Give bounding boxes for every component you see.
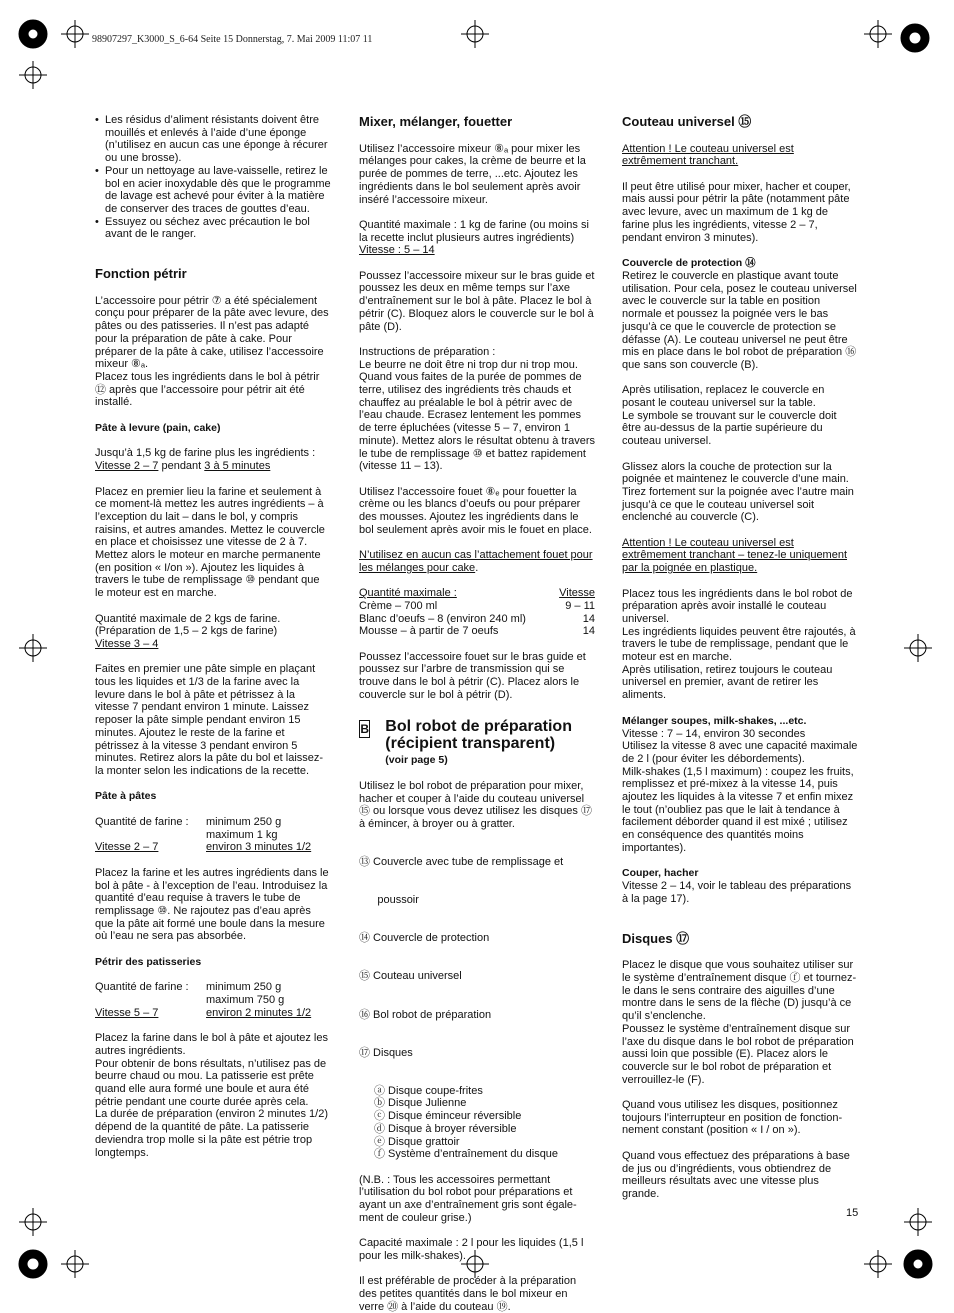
subheading: Couper, hacher [622,867,699,880]
section-heading: Couteau universel ⑮ [622,114,752,129]
list-item: • Pour un nettoyage au lave-vaisselle, retirez le bol en acier inoxydable dès que le programme de lavage est achevé pour éviter à la matière de conserver des traces de gouttes d’eau. [105,165,331,216]
list-item: ⓐ Disque coupe-frites [374,1084,483,1097]
paragraph: Le beurre ne doit être ni trop dur ni trop mou. Quand vous faites de la purée de pommes de terre, utilisez des ingrédients très chauds et chauffez au préalable le bol à pétrir avec de l’eau chaude. Ecrasez lentement les pommes de terre épluchées (vitesse 5 – 7, environ 1 minute). Mettez alors le résultat obtenu à travers le tube de remplissage ⑩ et battez rapidement (vitesse 11 – 13). [359,358,595,473]
list-item: • Essuyez ou séchez avec précaution le bol avant de le ranger. [105,216,331,241]
table-header-cell: Quantité maximale : [359,587,457,600]
column-3 [622,114,858,1201]
whisk-table [359,587,595,638]
paragraph: Le symbole se trouvant sur le couvercle doit être au-dessus de la partie supérieure du couteau universel. [622,409,837,448]
table-header-cell: Vitesse [559,587,595,600]
quantity-row [95,981,331,994]
speed-value: Vitesse 5 – 7 [95,1006,159,1019]
paragraph: Poussez l’accessoire fouet sur le bras guide et poussez sur l’arbre de transmission qui se trouve dans le bol à pétrir (C). Placez alors le couvercle sur le bol à pétrir (D). [359,650,586,701]
subheading: Pâte à pâtes [95,790,157,803]
paragraph: Glissez alors la couche de protection sur la poignée et maintenez le couvercle d’une main. Tirez fortement sur la poignée avec l’autre main jusqu’à ce que le couteau universel soit enclenché au couvercle (C). [622,460,854,524]
page-reference: (voir page 5) [385,754,448,767]
table-row [359,625,595,638]
paragraph: L’accessoire pour pétrir ⑦ a été spécialement conçu pour préparer de la pâte avec levure, des pâtes ou des patisseries. Il n’est pas adapté pour la préparation de pâte à cake. Pour préparer de la pâte à cake, utilisez l’accessoire mixeur ⑧ₐ. [95,294,329,371]
speed-value: Vitesse : 5 – 14 [359,244,435,257]
paragraph: Placez la farine et les autres ingrédients dans le bol à pâte - à l’exception de l’eau. Introduisez la quantité d’eau requise à travers le tube de remplissage ⑩. Ne rajoutez pas d’eau après que la pâte ait formé une boule dans la mesure où l’eau ne sera pas absorbée. [95,866,329,943]
paragraph: Utilisez l’accessoire fouet ⑧ₑ pour fouetter la crème ou les blancs d’oeufs ou pour préparer des mousses. Ajoutez les ingrédients dans le bol seulement après avoir mis le fouet en place. [359,485,592,536]
table-cell: 14 [582,625,595,638]
quantity-row [95,816,331,829]
paragraph: Il peut être utilisé pour mixer, hacher et couper, mais aussi pour pétrir la pâte (notamment pâte avec levure, avec un maximum de 1 kg de farine plus les ingrédients, vitesse 2 – 7, pendant environ 3 minutes). [622,180,851,244]
subheading: Mélanger soupes, milk-shakes, ...etc. [622,714,807,727]
paragraph: Poussez l’accessoire mixeur sur le bras guide et poussez les deux en même temps sur l’axe d’entraînement sur le bol à pâte. Placez le bol à pétrir (C). Bloquez alors le couvercle sur le bol à pâte (D). [359,269,595,333]
paragraph [95,460,331,473]
quantity-row [95,994,331,1007]
subheading: Couvercle de protection ⑭ [622,256,756,269]
quantity-label: Quantité de farine : [95,981,189,994]
quantity-min: minimum 250 g [206,816,282,829]
cleaning-bullet-list [95,114,331,241]
list-item: ⑬ Couvercle avec tube de remplissage et [359,856,564,869]
table-cell: Blanc d’oeufs – 8 (environ 240 ml) [359,612,526,625]
warning-text: Attention ! Le couteau universel est extrêmement tranchant – tenez-le uniquement par la poignée en plastique. [622,536,848,575]
paragraph: Utilisez le bol robot de préparation pour mixer, hacher et couper à l’aide du couteau universel ⑮ ou lorsque vous devez utilisez les disques ⑰ à émincer, à broyer ou à gratter. [359,779,592,830]
paragraph: Placez tous les ingrédients dans le bol robot de préparation après avoir installé le couteau universel. [622,587,853,625]
list-item: ⓒ Disque éminceur réversible [374,1110,522,1123]
paragraph: Placez tous les ingrédients dans le bol à pétrir ⑫ après que l’accessoire pour pétrir ait été installé. [95,370,320,409]
duration-value: 3 à 5 minutes [204,460,271,473]
discs-list [359,1085,595,1161]
text-span: . [475,561,479,574]
list-item: ⓔ Disque grattoir [374,1135,460,1148]
speed-value: Vitesse 3 – 4 [95,637,159,650]
table-header [359,587,595,600]
quantity-row [95,1007,331,1020]
list-item: ⑭ Couvercle de protection [359,932,490,945]
quantity-row [95,829,331,842]
section-letter-badge: B [359,720,370,738]
paragraph: Jusqu’à 1,5 kg de farine plus les ingrédients : [95,447,316,460]
warning-underlined: N’utilisez en aucun cas l’attachement fouet pour les mélanges pour cake [359,549,593,574]
section-heading: Mixer, mélanger, fouetter [359,114,513,129]
paragraph: Poussez le système d’entraînement disque sur l’axe du disque dans le bol robot de préparation aussi loin que possible (E). Placez alors le couvercle sur le bol robot de préparation et verrouillez-le (F). [622,1022,854,1086]
table-row [359,613,595,626]
list-item: poussoir [359,894,419,907]
paragraph: Après utilisation, replacez le couvercle en posant le couteau universel sur la table. [622,384,825,409]
parts-list [359,831,595,1085]
paragraph: Milk-shakes (1,5 l maximum) : coupez les fruits, remplissez et pré-mixez à la vitesse 14, puis ajoutez les liquides à la vitesse 7 et enfin mixez le tout (n’oubliez pas que le lait à tendance à facilement déborder quand il est mixé ; utilisez en conséquence des quantités moins importantes). [622,765,854,854]
section-heading: Fonction pétrir [95,266,187,282]
paragraph: Placez la farine dans le bol à pâte et ajoutez les autres ingrédients. [95,1032,328,1057]
paragraph: Faites en premier une pâte simple en plaçant tous les liquides et 1/3 de la farine avec la levure dans le bol à pâte et pétrissez à la vitesse 7 pendant environ 1 minute. Laissez reposer la pâte simple pendant environ 15 minutes. Ajoutez le reste de la farine et pétrissez à la vitesse 3 pendant environ 5 minutes. Retirez alors la pâte du bol et laissez-la monter selon les indications de la recette. [95,663,324,777]
paragraph: Utilisez l’accessoire mixeur ⑧ₐ pour mixer les mélanges pour cakes, la crème de beurre et la purée de pommes de terre, ...etc. Ajoutez les ingrédients dans le bol seulement après avoir inséré l’accessoire mixeur. [359,142,586,206]
subheading: Pâte à levure (pain, cake) [95,421,221,434]
section-b-header [359,718,595,767]
speed-value: Vitesse 2 – 7 [95,460,159,473]
table-row [359,600,595,613]
paragraph: Placez en premier lieu la farine et seulement à ce moment-là mettez les autres ingrédients – à l’exception du lait – dans le bol, y compris raisins, et autres amandes. Mettez le couvercle en place et choisissez une vitesse de 2 à 7. Mettez alors le moteur en marche permanente (en position « I/on »). Ajoutez les liquides à travers le tube de remplissage ⑩ pendant que le moteur est en marche. [95,485,325,600]
quantity-label: Quantité de farine : [95,816,189,829]
paragraph: Placez le disque que vous souhaitez utiliser sur le système d’entraînement disque ⓕ et tournez-le dans le sens contraire des aiguilles d’une montre dans le sens de la flèche (D) jusqu’à ce qu’il s’enclenche. [622,959,857,1023]
list-item: ⓕ Système d’entraînement du disque [374,1148,559,1161]
list-item: ⑰ Disques [359,1046,413,1059]
subheading: Pétrir des patisseries [95,955,202,968]
table-cell: 14 [582,612,595,625]
quantity-row [95,841,331,854]
paragraph: (Préparation de 1,5 – 2 kgs de farine) [95,625,278,638]
list-item: ⓑ Disque Julienne [374,1097,467,1110]
list-item: ⓓ Disque à broyer réversible [374,1122,517,1135]
paragraph: Capacité maximale : 2 l pour les liquides (1,5 l pour les milk-shakes). [359,1237,584,1262]
paragraph: Retirez le couvercle en plastique avant toute utilisation. Pour cela, posez le couteau universel avec le couvercle sur la table en position normale et poussez la poignée vers le bas jusqu’à ce que le couvercle de protection se défasse (A). Le couteau universel ne peut être mis en place dans le bol robot de préparation ⑯ que sans son couvercle (B). [622,269,857,371]
paragraph: Quand vous effectuez des préparations à base de jus ou d’ingrédients, vous obtiendrez de meilleurs résultats avec une vitesse plus grande. [622,1149,850,1200]
duration-value: environ 2 minutes 1/2 [206,1006,312,1019]
section-title: Bol robot de préparation (récipient transparent) [385,718,572,753]
paragraph: Les ingrédients liquides peuvent être rajoutés, à travers le tube de remplissage, pendant que le moteur est en marche. [622,625,856,664]
paragraph: Quantité maximale de 2 kgs de farine. [95,612,281,625]
paragraph: Utilisez la vitesse 8 avec une capacité maximale de 2 l (pour éviter les débordements). [622,740,858,765]
quantity-max: maximum 750 g [206,994,285,1007]
text-span: pendant [158,460,205,473]
column-1 [95,114,331,1159]
table-cell: Mousse – à partir de 7 oeufs [359,625,499,638]
table-cell: 9 – 11 [565,599,595,612]
table-cell: Crème – 700 ml [359,599,438,612]
paragraph: Pour obtenir de bons résultats, n’utilisez pas de beurre chaud ou mou. La patisserie est prête quand elle aura formé une boule et aura été pétrie pendant une courte durée après cela. [95,1057,327,1108]
list-item: ⑮ Couteau universel [359,970,462,983]
quantity-min: minimum 250 g [206,981,282,994]
paragraph: (N.B. : Tous les accessoires permettant l’utilisation du bol robot pour préparations et ayant un axe d’entraînement gris sont égale- ment de couleur grise.) [359,1173,577,1224]
paragraph: Instructions de préparation : [359,345,496,358]
quantity-max: maximum 1 kg [206,828,278,841]
paragraph: Après utilisation, retirez toujours le couteau universel en premier, avant de retirer les aliments. [622,663,833,702]
warning-text [359,549,595,574]
paragraph: Vitesse : 7 – 14, environ 30 secondes [622,727,806,740]
paragraph: Quand vous utilisez les disques, positionnez toujours l’interrupteur en position de fonction- nement constant (position « I / on »). [622,1099,843,1137]
paragraph: Il est préférable de procéder à la préparation des petites quantités dans le bol mixeur en verre ⑳ à l’aide du couteau ⑲. [359,1275,577,1313]
crop-line-header: 98907297_K3000_S_6-64 Seite 15 Donnerstag, 7. Mai 2009 11:07 11 [92,34,373,45]
paragraph: Vitesse 2 – 14, voir le tableau des préparations à la page 17). [622,880,852,905]
duration-value: environ 3 minutes 1/2 [206,841,312,854]
list-item: • Les résidus d’aliment résistants doivent être mouillés et enlevés à l’aide d’une éponge (n’utilisez en aucun cas une éponge à récurer ou une brosse). [105,114,331,165]
paragraph: Quantité maximale : 1 kg de farine (ou moins si la recette inclut plusieurs autres ingrédients) [359,218,589,244]
section-heading: Disques ⑰ [622,930,690,946]
list-item: ⑯ Bol robot de préparation [359,1008,492,1021]
column-2 [359,114,595,1313]
speed-value: Vitesse 2 – 7 [95,841,159,854]
warning-text: Attention ! Le couteau universel est extrêmement tranchant. [622,142,794,168]
page-number: 15 [846,1207,859,1219]
paragraph: La durée de préparation (environ 2 minutes 1/2) dépend de la quantité de pâte. La patisserie deviendra trop molle si la pâte est pétrie trop longtemps. [95,1108,328,1159]
